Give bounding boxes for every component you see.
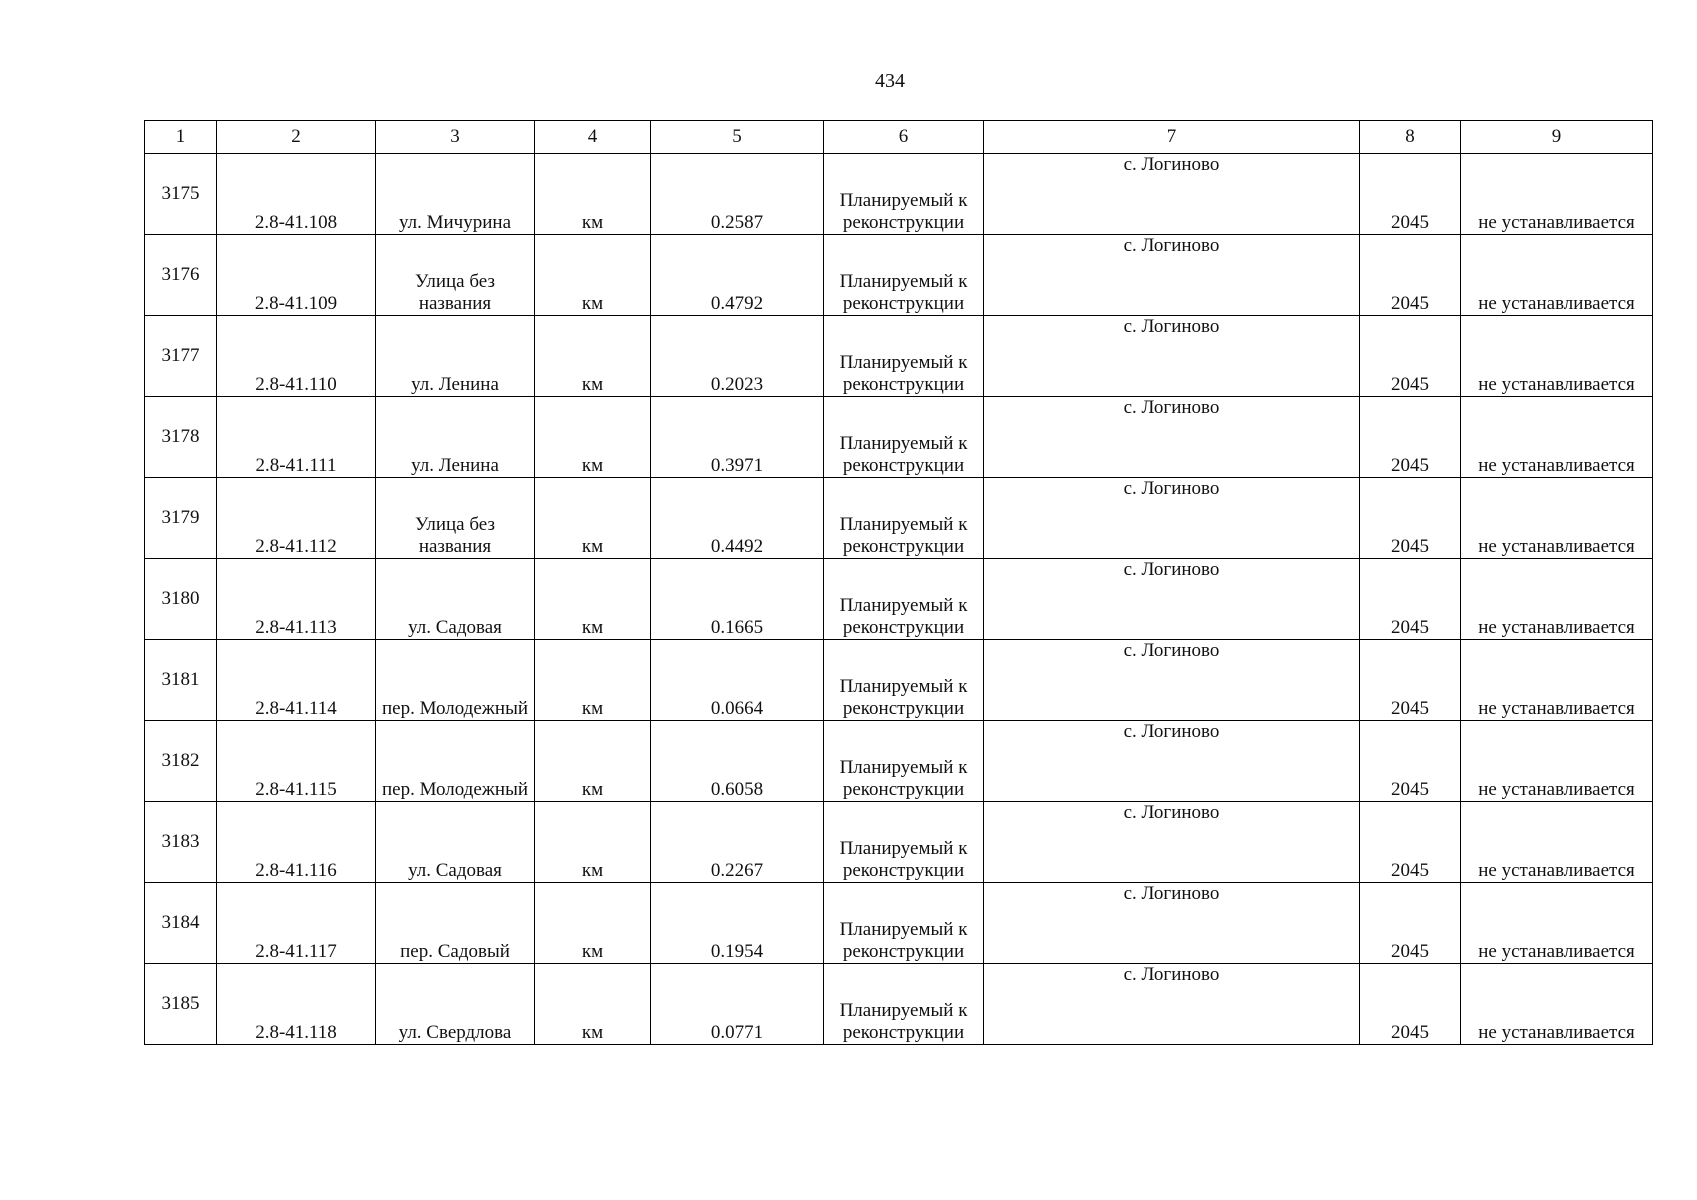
table-row [145,802,1653,883]
locality-cell: с. Логиново [984,721,1360,802]
unit-cell: км [535,478,651,559]
protection-zone-cell: не устанавливается [1461,721,1653,802]
protection-zone-cell: не устанавливается [1461,478,1653,559]
year-cell: 2045 [1360,478,1461,559]
row-number-cell: 3181 [145,640,217,721]
table-row [145,559,1653,640]
table-row [145,640,1653,721]
status-cell: Планируемый к реконструкции [824,640,984,721]
road-name-cell: пер. Садовый [376,883,535,964]
road-code-cell: 2.8-41.112 [217,478,376,559]
row-number-cell: 3176 [145,235,217,316]
row-number-cell: 3182 [145,721,217,802]
table-row [145,883,1653,964]
year-cell: 2045 [1360,721,1461,802]
locality-cell: с. Логиново [984,235,1360,316]
road-code-cell: 2.8-41.113 [217,559,376,640]
table-row [145,721,1653,802]
row-number-cell: 3183 [145,802,217,883]
locality-cell: с. Логиново [984,316,1360,397]
unit-cell: км [535,316,651,397]
row-number-cell: 3179 [145,478,217,559]
length-cell: 0.2023 [651,316,824,397]
road-code-cell: 2.8-41.116 [217,802,376,883]
length-cell: 0.3971 [651,397,824,478]
row-number-cell: 3180 [145,559,217,640]
unit-cell: км [535,964,651,1045]
year-cell: 2045 [1360,397,1461,478]
road-code-cell: 2.8-41.115 [217,721,376,802]
year-cell: 2045 [1360,559,1461,640]
road-code-cell: 2.8-41.117 [217,883,376,964]
column-header: 4 [535,121,651,154]
status-cell: Планируемый к реконструкции [824,883,984,964]
road-name-cell: ул. Садовая [376,802,535,883]
protection-zone-cell: не устанавливается [1461,802,1653,883]
road-code-cell: 2.8-41.109 [217,235,376,316]
year-cell: 2045 [1360,883,1461,964]
road-code-cell: 2.8-41.108 [217,154,376,235]
column-header: 7 [984,121,1360,154]
length-cell: 0.1665 [651,559,824,640]
road-register-table [144,120,1653,1045]
header-row [145,121,1653,154]
protection-zone-cell: не устанавливается [1461,640,1653,721]
column-header: 8 [1360,121,1461,154]
column-header: 3 [376,121,535,154]
road-name-cell: Улица без названия [376,478,535,559]
length-cell: 0.4492 [651,478,824,559]
table-row [145,478,1653,559]
table-body [145,154,1653,1045]
unit-cell: км [535,235,651,316]
road-name-cell: ул. Свердлова [376,964,535,1045]
year-cell: 2045 [1360,802,1461,883]
row-number-cell: 3178 [145,397,217,478]
year-cell: 2045 [1360,640,1461,721]
row-number-cell: 3175 [145,154,217,235]
road-name-cell: ул. Ленина [376,316,535,397]
status-cell: Планируемый к реконструкции [824,802,984,883]
status-cell: Планируемый к реконструкции [824,964,984,1045]
column-header: 9 [1461,121,1653,154]
protection-zone-cell: не устанавливается [1461,235,1653,316]
road-code-cell: 2.8-41.111 [217,397,376,478]
road-name-cell: ул. Мичурина [376,154,535,235]
length-cell: 0.6058 [651,721,824,802]
table-row [145,397,1653,478]
year-cell: 2045 [1360,316,1461,397]
table-row [145,964,1653,1045]
unit-cell: км [535,883,651,964]
status-cell: Планируемый к реконструкции [824,559,984,640]
column-header: 1 [145,121,217,154]
protection-zone-cell: не устанавливается [1461,397,1653,478]
locality-cell: с. Логиново [984,397,1360,478]
length-cell: 0.4792 [651,235,824,316]
protection-zone-cell: не устанавливается [1461,559,1653,640]
locality-cell: с. Логиново [984,154,1360,235]
length-cell: 0.1954 [651,883,824,964]
status-cell: Планируемый к реконструкции [824,316,984,397]
locality-cell: с. Логиново [984,964,1360,1045]
road-name-cell: ул. Ленина [376,397,535,478]
protection-zone-cell: не устанавливается [1461,316,1653,397]
table-row [145,316,1653,397]
locality-cell: с. Логиново [984,802,1360,883]
column-header: 5 [651,121,824,154]
locality-cell: с. Логиново [984,559,1360,640]
year-cell: 2045 [1360,235,1461,316]
length-cell: 0.0664 [651,640,824,721]
status-cell: Планируемый к реконструкции [824,154,984,235]
unit-cell: км [535,559,651,640]
road-code-cell: 2.8-41.114 [217,640,376,721]
row-number-cell: 3184 [145,883,217,964]
row-number-cell: 3177 [145,316,217,397]
row-number-cell: 3185 [145,964,217,1045]
unit-cell: км [535,802,651,883]
locality-cell: с. Логиново [984,478,1360,559]
table-row [145,235,1653,316]
unit-cell: км [535,721,651,802]
protection-zone-cell: не устанавливается [1461,154,1653,235]
page-number: 434 [875,70,905,92]
road-code-cell: 2.8-41.110 [217,316,376,397]
length-cell: 0.2267 [651,802,824,883]
length-cell: 0.2587 [651,154,824,235]
road-name-cell: пер. Молодежный [376,640,535,721]
protection-zone-cell: не устанавливается [1461,964,1653,1045]
road-code-cell: 2.8-41.118 [217,964,376,1045]
status-cell: Планируемый к реконструкции [824,721,984,802]
unit-cell: км [535,154,651,235]
road-name-cell: Улица без названия [376,235,535,316]
road-name-cell: пер. Молодежный [376,721,535,802]
year-cell: 2045 [1360,964,1461,1045]
column-header: 2 [217,121,376,154]
locality-cell: с. Логиново [984,640,1360,721]
unit-cell: км [535,397,651,478]
road-name-cell: ул. Садовая [376,559,535,640]
column-header: 6 [824,121,984,154]
year-cell: 2045 [1360,154,1461,235]
table-row [145,154,1653,235]
locality-cell: с. Логиново [984,883,1360,964]
length-cell: 0.0771 [651,964,824,1045]
status-cell: Планируемый к реконструкции [824,478,984,559]
status-cell: Планируемый к реконструкции [824,397,984,478]
status-cell: Планируемый к реконструкции [824,235,984,316]
unit-cell: км [535,640,651,721]
protection-zone-cell: не устанавливается [1461,883,1653,964]
